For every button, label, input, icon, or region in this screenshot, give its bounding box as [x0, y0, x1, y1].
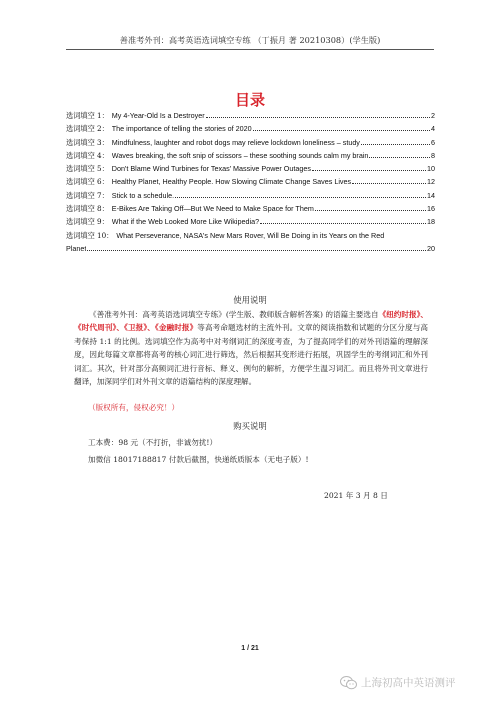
toc-item-page: 2 [431, 111, 435, 120]
header-rule [66, 49, 434, 50]
toc-item-label: 选词填空 9： [66, 217, 109, 227]
toc-item-label: 选词填空 6： [66, 177, 109, 187]
toc-item-page: 10 [427, 164, 435, 174]
usage-text-intro: 《善准考外刊：高考英语选词填空专练》(学生版、教师版含解析答案) 的语篇主要选自 [89, 310, 379, 319]
toc-item-page: 6 [431, 137, 435, 147]
table-of-contents [66, 111, 435, 257]
purchase-title: 购买说明 [233, 421, 267, 431]
usage-sources: 《纽约时报》、《时代周刊》、《卫报》、《金融时报》 [74, 310, 428, 333]
usage-title: 使用说明 [233, 295, 267, 305]
toc-leader-dots [260, 223, 426, 224]
toc-item[interactable] [66, 124, 435, 137]
usage-text-body: 等高考命题选材的主流外刊。文章的阅读指数和试题的分区分度与高考保持 1:1 的比例。选词填空作为高考中对考纲词汇的深度考查，为了提高同学们的对外刊语篇的理解深度，因此每篇文章都将高考的核心词汇进行筛选，然后根据其变形进行拓展，巩固学生的考纲词汇和外刊词汇。其次，针对部分高频词汇进行音标、释义、例句的解析，方便学生温习词汇。而且将外刊文章进行翻译，加深同学们对外刊文章的语篇结构的深度理解。 [74, 323, 428, 387]
toc-item[interactable] [66, 138, 435, 151]
toc-leader-dots [253, 130, 430, 131]
toc-item[interactable] [66, 204, 435, 217]
running-header: 善准考外刊：高考英语选词填空专练 （丁振月 著 20210308）(学生版) [119, 35, 381, 45]
toc-leader-dots [312, 170, 426, 171]
toc-item-title: Don't Blame Wind Turbines for Texas' Massive Power Outages [111, 164, 311, 174]
toc-item[interactable] [66, 231, 435, 258]
toc-item-page: 4 [431, 124, 435, 134]
toc-leader-dots [369, 157, 430, 158]
toc-item-title: E-Bikes Are Taking Off—But We Need to Make Space for Them [111, 204, 314, 214]
toc-item-title: Mindfulness, laughter and robot dogs may relieve lockdown loneliness – study [111, 137, 360, 147]
toc-leader-dots [206, 117, 430, 118]
toc-item-label: 选词填空 4： [66, 150, 109, 160]
toc-title: 目录 [234, 91, 265, 109]
toc-item[interactable] [66, 177, 435, 190]
toc-item-label: 选词填空 3： [66, 137, 109, 147]
wechat-icon [340, 676, 357, 690]
toc-item[interactable] [66, 191, 435, 204]
toc-item-label: 选词填空 8： [66, 204, 109, 214]
contact-line: 加微信 18017188817 付款后截图，快递纸质版本（无电子版）! [88, 455, 309, 464]
toc-item[interactable] [66, 151, 435, 164]
toc-leader-dots [361, 144, 430, 145]
toc-item-label: 选词填空 2： [66, 124, 109, 134]
toc-item-page: 8 [431, 150, 435, 160]
toc-item-page: 12 [427, 177, 435, 187]
usage-paragraph [74, 308, 428, 388]
watermark-text: 上海初高中英语测评 [361, 677, 456, 689]
toc-item[interactable] [66, 164, 435, 177]
toc-leader-dots [175, 197, 426, 198]
toc-item-label: 选词填空 10： [66, 230, 114, 240]
price-line: 工本费：98 元（不打折，非诚勿扰!） [88, 438, 218, 447]
copyright-notice: （版权所有，侵权必究！） [88, 403, 180, 412]
toc-item-title: Healthy Planet, Healthy People. How Slowing Climate Change Saves Lives [111, 177, 352, 187]
toc-item-label: 选词填空 5： [66, 164, 109, 174]
toc-item[interactable] [66, 217, 435, 230]
toc-item-label: 选词填空 1： [66, 111, 109, 120]
toc-item-title: The importance of telling the stories of 2020 [111, 124, 252, 134]
toc-item-title: What Perseverance, NASA's New Mars Rover, Will Be Doing in its Years on the Red [116, 230, 385, 240]
toc-item-title: My 4-Year-Old Is a Destroyer [111, 111, 205, 120]
document-date: 2021 年 3 月 8 日 [324, 491, 388, 500]
wechat-watermark [340, 675, 456, 690]
toc-item-page: 18 [427, 217, 435, 227]
page-number: 1 / 21 [241, 645, 259, 652]
toc-item-title-continued: Planet [66, 243, 87, 253]
toc-item-page: 20 [427, 243, 435, 253]
toc-item-title: What if the Web Looked More Like Wikipedia? [111, 217, 260, 227]
toc-item[interactable] [66, 111, 435, 124]
toc-leader-dots [87, 250, 426, 251]
toc-item-page: 16 [427, 204, 435, 214]
toc-item-page: 14 [427, 190, 435, 200]
toc-item-title: Stick to a schedule. [111, 190, 175, 200]
toc-item-title: Waves breaking, the soft snip of scissors – these soothing sounds calm my brain [111, 150, 369, 160]
toc-item-label: 选词填空 7： [66, 190, 109, 200]
toc-leader-dots [352, 183, 426, 184]
toc-leader-dots [315, 210, 426, 211]
